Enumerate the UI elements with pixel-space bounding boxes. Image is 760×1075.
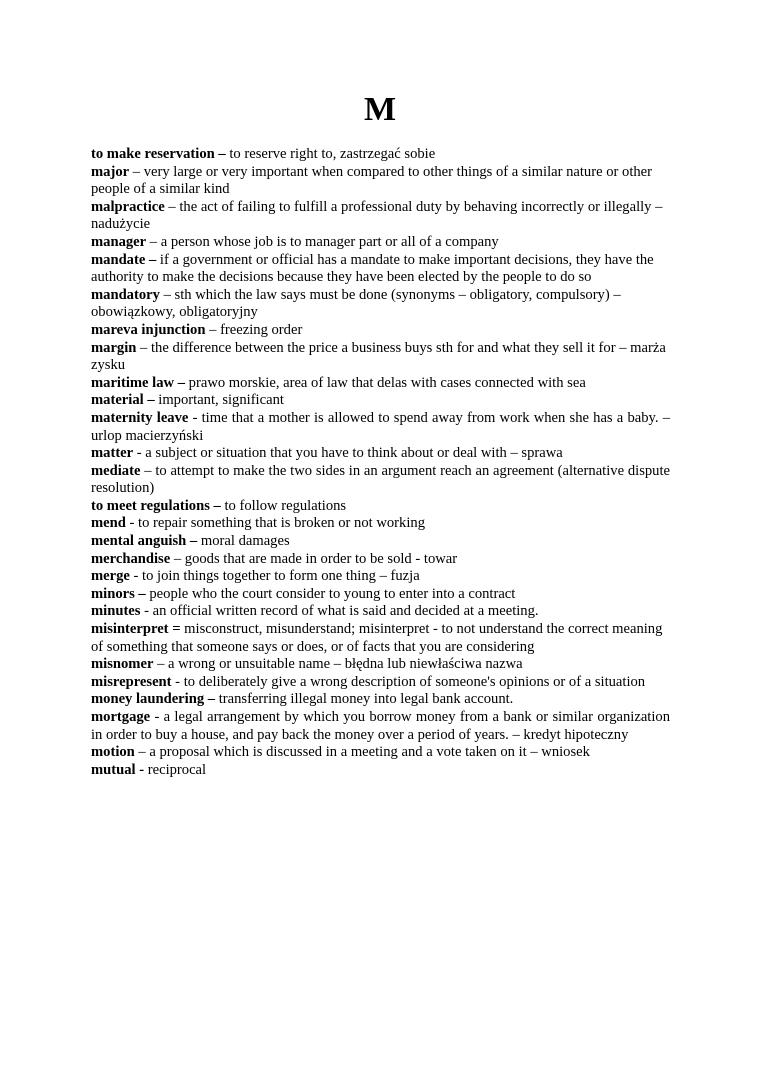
glossary-entry xyxy=(91,375,670,393)
glossary-term: malpractice xyxy=(91,198,165,215)
glossary-entry xyxy=(91,146,670,164)
glossary-term: maritime law – xyxy=(91,374,186,391)
glossary-entry xyxy=(91,252,670,287)
glossary-definition: – the difference between the price a business buys sth for and what they sell it for – marża zysku xyxy=(91,339,666,374)
glossary-entry xyxy=(91,603,670,621)
glossary-entry xyxy=(91,199,670,234)
glossary-term: to make reservation – xyxy=(91,146,226,162)
glossary-entry xyxy=(91,234,670,252)
glossary-term: mandatory xyxy=(91,286,160,303)
glossary-entry xyxy=(91,709,670,744)
glossary-entry xyxy=(91,410,670,445)
glossary-entry xyxy=(91,656,670,674)
glossary-entry xyxy=(91,463,670,498)
glossary-term: major xyxy=(91,163,130,180)
glossary-term: mutual - xyxy=(91,761,145,778)
glossary-entry xyxy=(91,445,670,463)
glossary-term: manager xyxy=(91,233,147,250)
glossary-term: money laundering – xyxy=(91,691,216,708)
glossary-term: matter xyxy=(91,445,134,462)
glossary-definition: – freezing order xyxy=(205,321,303,338)
glossary-definition: – a proposal which is discussed in a meeting and a vote taken on it – wniosek xyxy=(134,744,590,761)
glossary-definition: moral damages xyxy=(197,533,290,550)
glossary-list xyxy=(91,146,670,779)
glossary-entry xyxy=(91,498,670,516)
glossary-entry xyxy=(91,515,670,533)
glossary-term: merchandise xyxy=(91,550,171,567)
glossary-entry xyxy=(91,164,670,199)
glossary-definition: reciprocal xyxy=(144,761,207,778)
glossary-definition: – to attempt to make the two sides in an argument reach an agreement (alternative dispute resolution) xyxy=(91,462,670,497)
glossary-definition: - an official written record of what is said and decided at a meeting. xyxy=(140,603,539,620)
glossary-term: to meet regulations – xyxy=(91,497,221,514)
glossary-definition: - a subject or situation that you have to think about or deal with – sprawa xyxy=(133,445,563,462)
glossary-definition: – sth which the law says must be done (synonyms – obligatory, compulsory) – obowiązkowy, obligatoryjny xyxy=(91,286,621,321)
glossary-entry xyxy=(91,762,670,780)
glossary-definition: misconstruct, misunderstand; misinterpret - to not understand the correct meaning of something that someone says or does, or of facts that you are considering xyxy=(91,621,663,655)
glossary-definition: – goods that are made in order to be sold - towar xyxy=(170,550,458,567)
glossary-definition: prawo morskie, area of law that delas with cases connected with sea xyxy=(185,374,586,391)
glossary-term: minutes xyxy=(91,603,141,620)
glossary-term: margin xyxy=(91,339,137,356)
glossary-definition: - to deliberately give a wrong description of someone's opinions or of a situation xyxy=(171,673,646,690)
glossary-term: mend xyxy=(91,515,126,532)
glossary-term: mental anguish – xyxy=(91,533,198,550)
glossary-entry xyxy=(91,287,670,322)
glossary-term: mediate xyxy=(91,462,141,479)
glossary-entry xyxy=(91,586,670,604)
glossary-term: motion xyxy=(91,744,135,761)
glossary-entry xyxy=(91,392,670,410)
glossary-definition: - to join things together to form one thing – fuzja xyxy=(129,568,420,585)
glossary-definition: – very large or very important when compared to other things of a similar nature or other people of a similar kind xyxy=(91,163,653,198)
glossary-definition: if a government or official has a mandate to make important decisions, they have the authority to make the decisions because they have been elected by the people to do so xyxy=(91,251,654,286)
glossary-definition: – a wrong or unsuitable name – błędna lub niewłaściwa nazwa xyxy=(153,656,523,673)
glossary-entry xyxy=(91,551,670,569)
glossary-term: mareva injunction xyxy=(91,321,206,338)
glossary-term: misinterpret = xyxy=(91,621,181,638)
glossary-term: maternity leave xyxy=(91,409,189,426)
glossary-definition: to reserve right to, zastrzegać sobie xyxy=(225,146,436,162)
glossary-term: material – xyxy=(91,392,155,409)
glossary-entry xyxy=(91,621,670,656)
glossary-definition: – the act of failing to fulfill a professional duty by behaving incorrectly or illegally – nadużycie xyxy=(91,198,663,233)
section-letter-heading: M xyxy=(363,91,397,128)
glossary-term: misnomer xyxy=(91,656,154,673)
glossary-definition: - a legal arrangement by which you borrow money from a bank or similar organization in order to buy a house, and pay back the money over a period of years. – kredyt hipoteczny xyxy=(91,709,670,743)
glossary-entry xyxy=(91,674,670,692)
glossary-term: merge xyxy=(91,568,130,585)
glossary-entry xyxy=(91,568,670,586)
glossary-definition: - to repair something that is broken or not working xyxy=(125,515,425,532)
glossary-definition: to follow regulations xyxy=(220,497,347,514)
glossary-definition: people who the court consider to young to enter into a contract xyxy=(145,585,516,602)
glossary-entry xyxy=(91,322,670,340)
glossary-entry xyxy=(91,744,670,762)
glossary-term: misrepresent xyxy=(91,673,172,690)
glossary-entry xyxy=(91,691,670,709)
glossary-entry xyxy=(91,340,670,375)
glossary-definition: - time that a mother is allowed to spend away from work when she has a baby. – urlop macierzyński xyxy=(91,409,670,444)
glossary-term: minors – xyxy=(91,585,146,602)
glossary-definition: transferring illegal money into legal bank account. xyxy=(215,691,514,708)
glossary-definition: important, significant xyxy=(154,392,284,409)
glossary-term: mandate – xyxy=(91,251,157,268)
glossary-entry xyxy=(91,533,670,551)
glossary-term: mortgage xyxy=(91,709,151,725)
glossary-definition: – a person whose job is to manager part or all of a company xyxy=(146,233,499,250)
